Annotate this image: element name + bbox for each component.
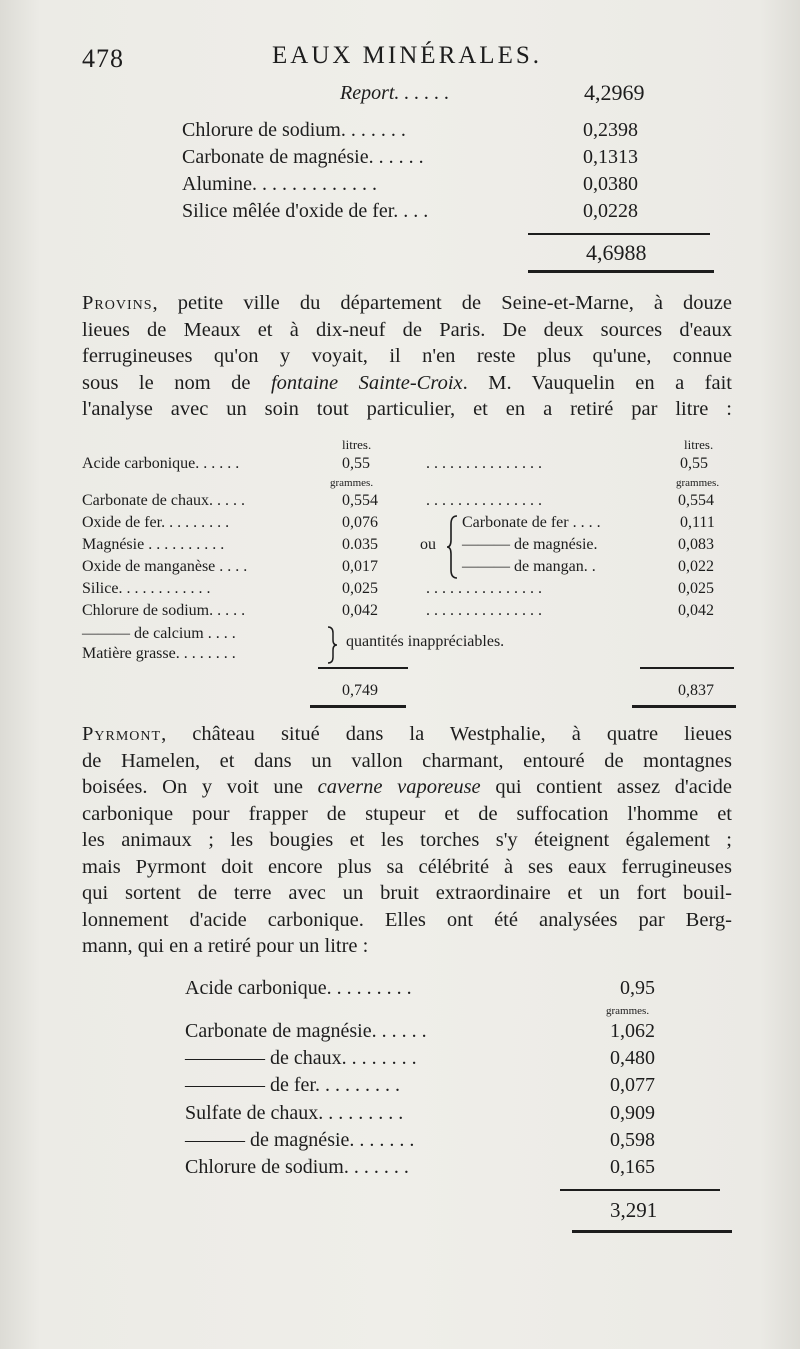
table-value: 0,909 <box>610 1102 655 1124</box>
report-row-value: 0,1313 <box>583 146 638 168</box>
table-value: 0,025 <box>678 580 714 597</box>
table-value: 0,042 <box>342 602 378 619</box>
table-value: 0.035 <box>342 536 378 553</box>
report-row-value: 0,0380 <box>583 173 638 195</box>
table-value: 0,55 <box>680 455 708 472</box>
provins-paragraph <box>82 290 732 423</box>
table-row-label: Carbonate de chaux. . . . . <box>82 492 246 509</box>
table-middle: . . . . . . . . . . . . . . . <box>426 492 542 509</box>
curly-brace-icon <box>446 514 460 580</box>
double-rule <box>572 1230 732 1233</box>
table-row-label: Carbonate de magnésie. . . . . . <box>185 1020 427 1042</box>
table-row-label: Matière grasse. . . . . . . . <box>82 645 236 662</box>
table-value: 0,076 <box>342 514 378 531</box>
table-middle: . . . . . . . . . . . . . . . <box>426 455 542 472</box>
table-row-label: ———— de chaux. . . . . . . . <box>185 1047 417 1069</box>
table-value: 0,025 <box>342 580 378 597</box>
page-number: 478 <box>82 44 124 73</box>
text-line: ferrugineuses qu'on y voyait, il n'en reste plus qu'une, connue <box>82 345 732 367</box>
table-value: 0,022 <box>678 558 714 575</box>
table-row-label: Oxide de manganèse . . . . <box>82 558 248 575</box>
inappreciable-note: quantités inappréciables. <box>346 633 505 650</box>
report-row-label: Chlorure de sodium. . . . . . . <box>182 119 406 141</box>
table-value: 0,55 <box>342 455 370 472</box>
unit-litres: litres. <box>684 437 714 452</box>
table-middle: . . . . . . . . . . . . . . . <box>426 580 542 597</box>
double-rule <box>632 705 736 708</box>
table-value: 0,95 <box>620 977 655 999</box>
text-line: lieues de Meaux et à dix-neuf de Paris. De deux sources d'eaux <box>82 318 732 341</box>
text-line: mann, qui en a retiré pour un litre : <box>82 935 369 957</box>
report-row-label: Carbonate de magnésie. . . . . . <box>182 146 424 168</box>
report-row-label: Silice mêlée d'oxide de fer. . . . <box>182 200 429 222</box>
table-value: 0,598 <box>610 1129 655 1151</box>
double-rule <box>528 270 714 273</box>
double-rule <box>310 705 406 708</box>
unit-litres: litres. <box>342 437 372 452</box>
total-right: 0,837 <box>678 682 714 699</box>
table-row-label: Acide carbonique. . . . . . <box>82 455 240 472</box>
table-middle: Carbonate de fer . . . . <box>462 514 601 531</box>
table-row-label: Acide carbonique. . . . . . . . . <box>185 977 412 999</box>
sum-rule <box>640 667 734 669</box>
report-value: 4,2969 <box>584 80 645 105</box>
table-value: 1,062 <box>610 1020 655 1042</box>
table-middle: . . . . . . . . . . . . . . . <box>426 602 542 619</box>
text-line: sous le nom de fontaine Sainte-Croix. M. Vauquelin en a fait <box>82 371 733 394</box>
text-line: Pyrmont, château situé dans la Westphalie, à quatre lieues <box>82 723 732 745</box>
text-line: carbonique pour frapper de stupeur et de suffocation l'homme et <box>82 802 732 825</box>
pyrmont-paragraph <box>82 721 732 960</box>
report-total: 4,6988 <box>586 240 647 265</box>
table-value: 0,480 <box>610 1047 655 1069</box>
fountain-name: fontaine Sainte-Croix <box>270 371 463 394</box>
table-value: 0,017 <box>342 558 378 575</box>
text-line: de Hamelen, et dans un vallon charmant, entouré de montagnes <box>82 749 732 772</box>
table-row-label: Silice. . . . . . . . . . . . <box>82 580 211 597</box>
report-label: Report. . . . . . <box>340 82 450 104</box>
total-left: 0,749 <box>342 682 378 699</box>
report-row-value: 0,0228 <box>583 200 638 222</box>
curly-brace-icon <box>326 625 338 665</box>
table-row-label: Oxide de fer. . . . . . . . . <box>82 514 230 531</box>
table-value: 0,165 <box>610 1156 655 1178</box>
sum-rule <box>528 233 710 235</box>
table-value: 0,077 <box>610 1074 655 1096</box>
table-middle: ——— de magnésie. <box>462 536 598 553</box>
unit-grammes: grammes. <box>606 1005 650 1017</box>
text-line: mais Pyrmont doit encore plus sa célébrité à ses eaux ferrugineuses <box>82 855 732 878</box>
running-title: EAUX MINÉRALES. <box>272 42 542 69</box>
table-row-label: Chlorure de sodium. . . . . <box>82 602 246 619</box>
table-row-label: Chlorure de sodium. . . . . . . <box>185 1156 409 1178</box>
ou-label: ou <box>420 536 436 553</box>
place-name: Provins <box>82 292 153 314</box>
pyrmont-total: 3,291 <box>610 1198 658 1222</box>
table-middle: ——— de mangan. . <box>462 558 596 575</box>
table-row-label: ——— de magnésie. . . . . . . <box>185 1129 415 1151</box>
text-line: boisées. On y voit une caverne vaporeuse qui contient assez d'acide <box>82 776 732 798</box>
report-row-label: Alumine. . . . . . . . . . . . . <box>182 173 377 195</box>
table-value: 0,111 <box>680 514 715 531</box>
cavern-name: caverne vaporeuse <box>317 776 481 798</box>
table-value: 0,554 <box>678 492 714 509</box>
text-line: Provins, petite ville du département de Seine-et-Marne, à douze <box>82 292 732 314</box>
text-line: les animaux ; les bougies et les torches s'y éteignent également ; <box>82 829 732 851</box>
unit-grammes: grammes. <box>676 477 720 489</box>
place-name: Pyrmont <box>82 723 162 745</box>
unit-grammes: grammes. <box>330 477 374 489</box>
table-row-label: Magnésie . . . . . . . . . . <box>82 536 225 553</box>
table-value: 0,554 <box>342 492 378 509</box>
report-row-value: 0,2398 <box>583 119 638 141</box>
table-row-label: ——— de calcium . . . . <box>82 625 236 642</box>
text-line: l'analyse avec un soin tout particulier, et en a retiré par litre : <box>82 398 732 420</box>
table-row-label: ———— de fer. . . . . . . . . <box>185 1074 400 1096</box>
text-line: lonnement d'acide carbonique. Elles ont été analysées par Berg- <box>82 908 732 931</box>
text-line: qui sortent de terre avec un bruit extraordinaire et un fort bouil- <box>82 882 732 904</box>
table-value: 0,083 <box>678 536 714 553</box>
table-value: 0,042 <box>678 602 714 619</box>
sum-rule <box>560 1189 720 1191</box>
sum-rule <box>318 667 408 669</box>
table-row-label: Sulfate de chaux. . . . . . . . . <box>185 1102 404 1124</box>
